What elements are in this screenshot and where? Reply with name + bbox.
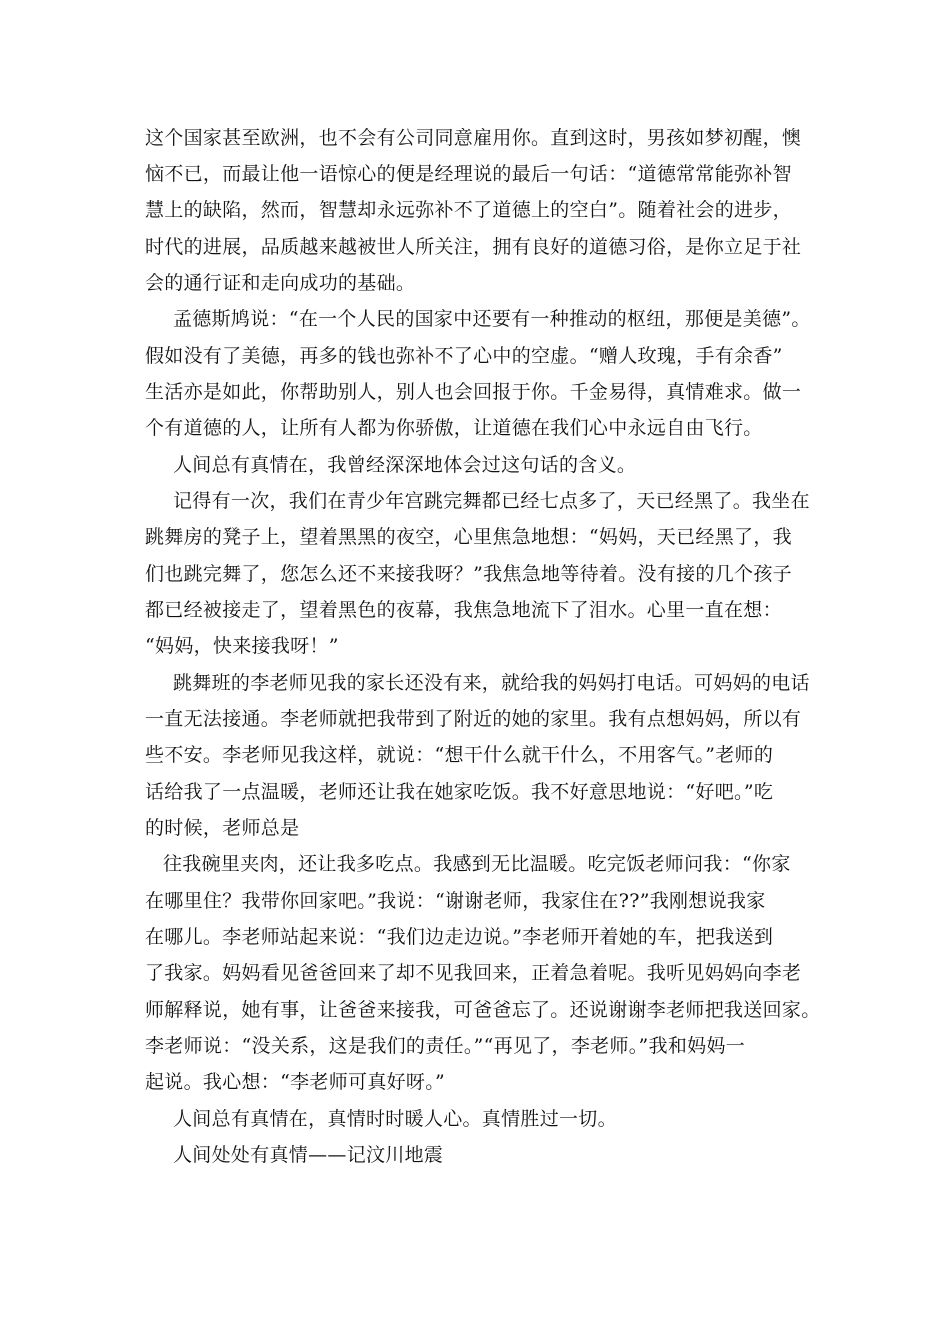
- text-line: 个有道德的人，让所有人都为你骄傲，让道德在我们心中永远自由飞行。: [145, 417, 763, 439]
- text-line: 在哪里住？我带你回家吧。”我说：“谢谢老师，我家住在??”我刚想说我家: [145, 890, 766, 912]
- text-line: 些不安。李老师见我这样，就说：“想干什么就干什么，不用客气。”老师的: [145, 744, 774, 766]
- text-line: 时代的进展，品质越来越被世人所关注，拥有良好的道德习俗，是你立足于社: [145, 236, 802, 258]
- text-line: 生活亦是如此，你帮助别人，别人也会回报于你。千金易得，真情难求。做一: [145, 381, 802, 403]
- paragraph-start-line: 往我碗里夹肉，还让我多吃点。我感到无比温暖。吃完饭老师问我：“你家: [163, 853, 791, 875]
- text-line: 的时候，老师总是: [145, 817, 300, 839]
- section-heading: 人间处处有真情——记汶川地震: [173, 1144, 444, 1166]
- text-line: 了我家。妈妈看见爸爸回来了却不见我回来，正着急着呢。我听见妈妈向李老: [145, 962, 802, 984]
- text-line: 会的通行证和走向成功的基础。: [145, 272, 416, 294]
- text-line: 话给我了一点温暖，老师还让我在她家吃饭。我不好意思地说：“好吧。”吃: [145, 781, 774, 803]
- text-line: 恼不已，而最让他一语惊心的便是经理说的最后一句话：“道德常常能弥补智: [145, 163, 792, 185]
- text-line: 起说。我心想：“李老师可真好呀。”: [145, 1071, 446, 1093]
- paragraph-start-line: 记得有一次，我们在青少年宫跳完舞都已经七点多了，天已经黑了。我坐在: [173, 490, 810, 512]
- text-line: 李老师说：“没关系，这是我们的责任。”“再见了，李老师。”我和妈妈一: [145, 1035, 746, 1057]
- text-line: 一直无法接通。李老师就把我带到了附近的她的家里。我有点想妈妈，所以有: [145, 708, 802, 730]
- text-line: 这个国家甚至欧洲，也不会有公司同意雇用你。直到这时，男孩如梦初醒，懊: [145, 127, 802, 149]
- paragraph-start-line: 跳舞班的李老师见我的家长还没有来，就给我的妈妈打电话。可妈妈的电话: [173, 672, 810, 694]
- text-line: 们也跳完舞了，您怎么还不来接我呀？”我焦急地等待着。没有接的几个孩子: [145, 563, 792, 585]
- paragraph-start-line: 孟德斯鸠说：“在一个人民的国家中还要有一种推动的枢纽，那便是美德”。: [173, 308, 811, 330]
- text-line: 都已经被接走了，望着黑色的夜幕，我焦急地流下了泪水。心里一直在想：: [145, 599, 782, 621]
- text-line: “妈妈，快来接我呀！”: [145, 635, 339, 657]
- text-line: 师解释说，她有事，让爸爸来接我，可爸爸忘了。还说谢谢李老师把我送回家。: [145, 999, 821, 1021]
- paragraph-start-line: 人间总有真情在，我曾经深深地体会过这句话的含义。: [173, 454, 637, 476]
- paragraph-start-line: 人间总有真情在，真情时时暖人心。真情胜过一切。: [173, 1108, 617, 1130]
- text-line: 假如没有了美德，再多的钱也弥补不了心中的空虚。“赠人玫瑰，手有余香”: [145, 345, 783, 367]
- text-line: 跳舞房的凳子上，望着黑黑的夜空，心里焦急地想：“妈妈，天已经黑了，我: [145, 526, 792, 548]
- text-line: 在哪儿。李老师站起来说：“我们边走边说。”李老师开着她的车，把我送到: [145, 926, 774, 948]
- text-line: 慧上的缺陷，然而，智慧却永远弥补不了道德上的空白”。随着社会的进步，: [145, 199, 792, 221]
